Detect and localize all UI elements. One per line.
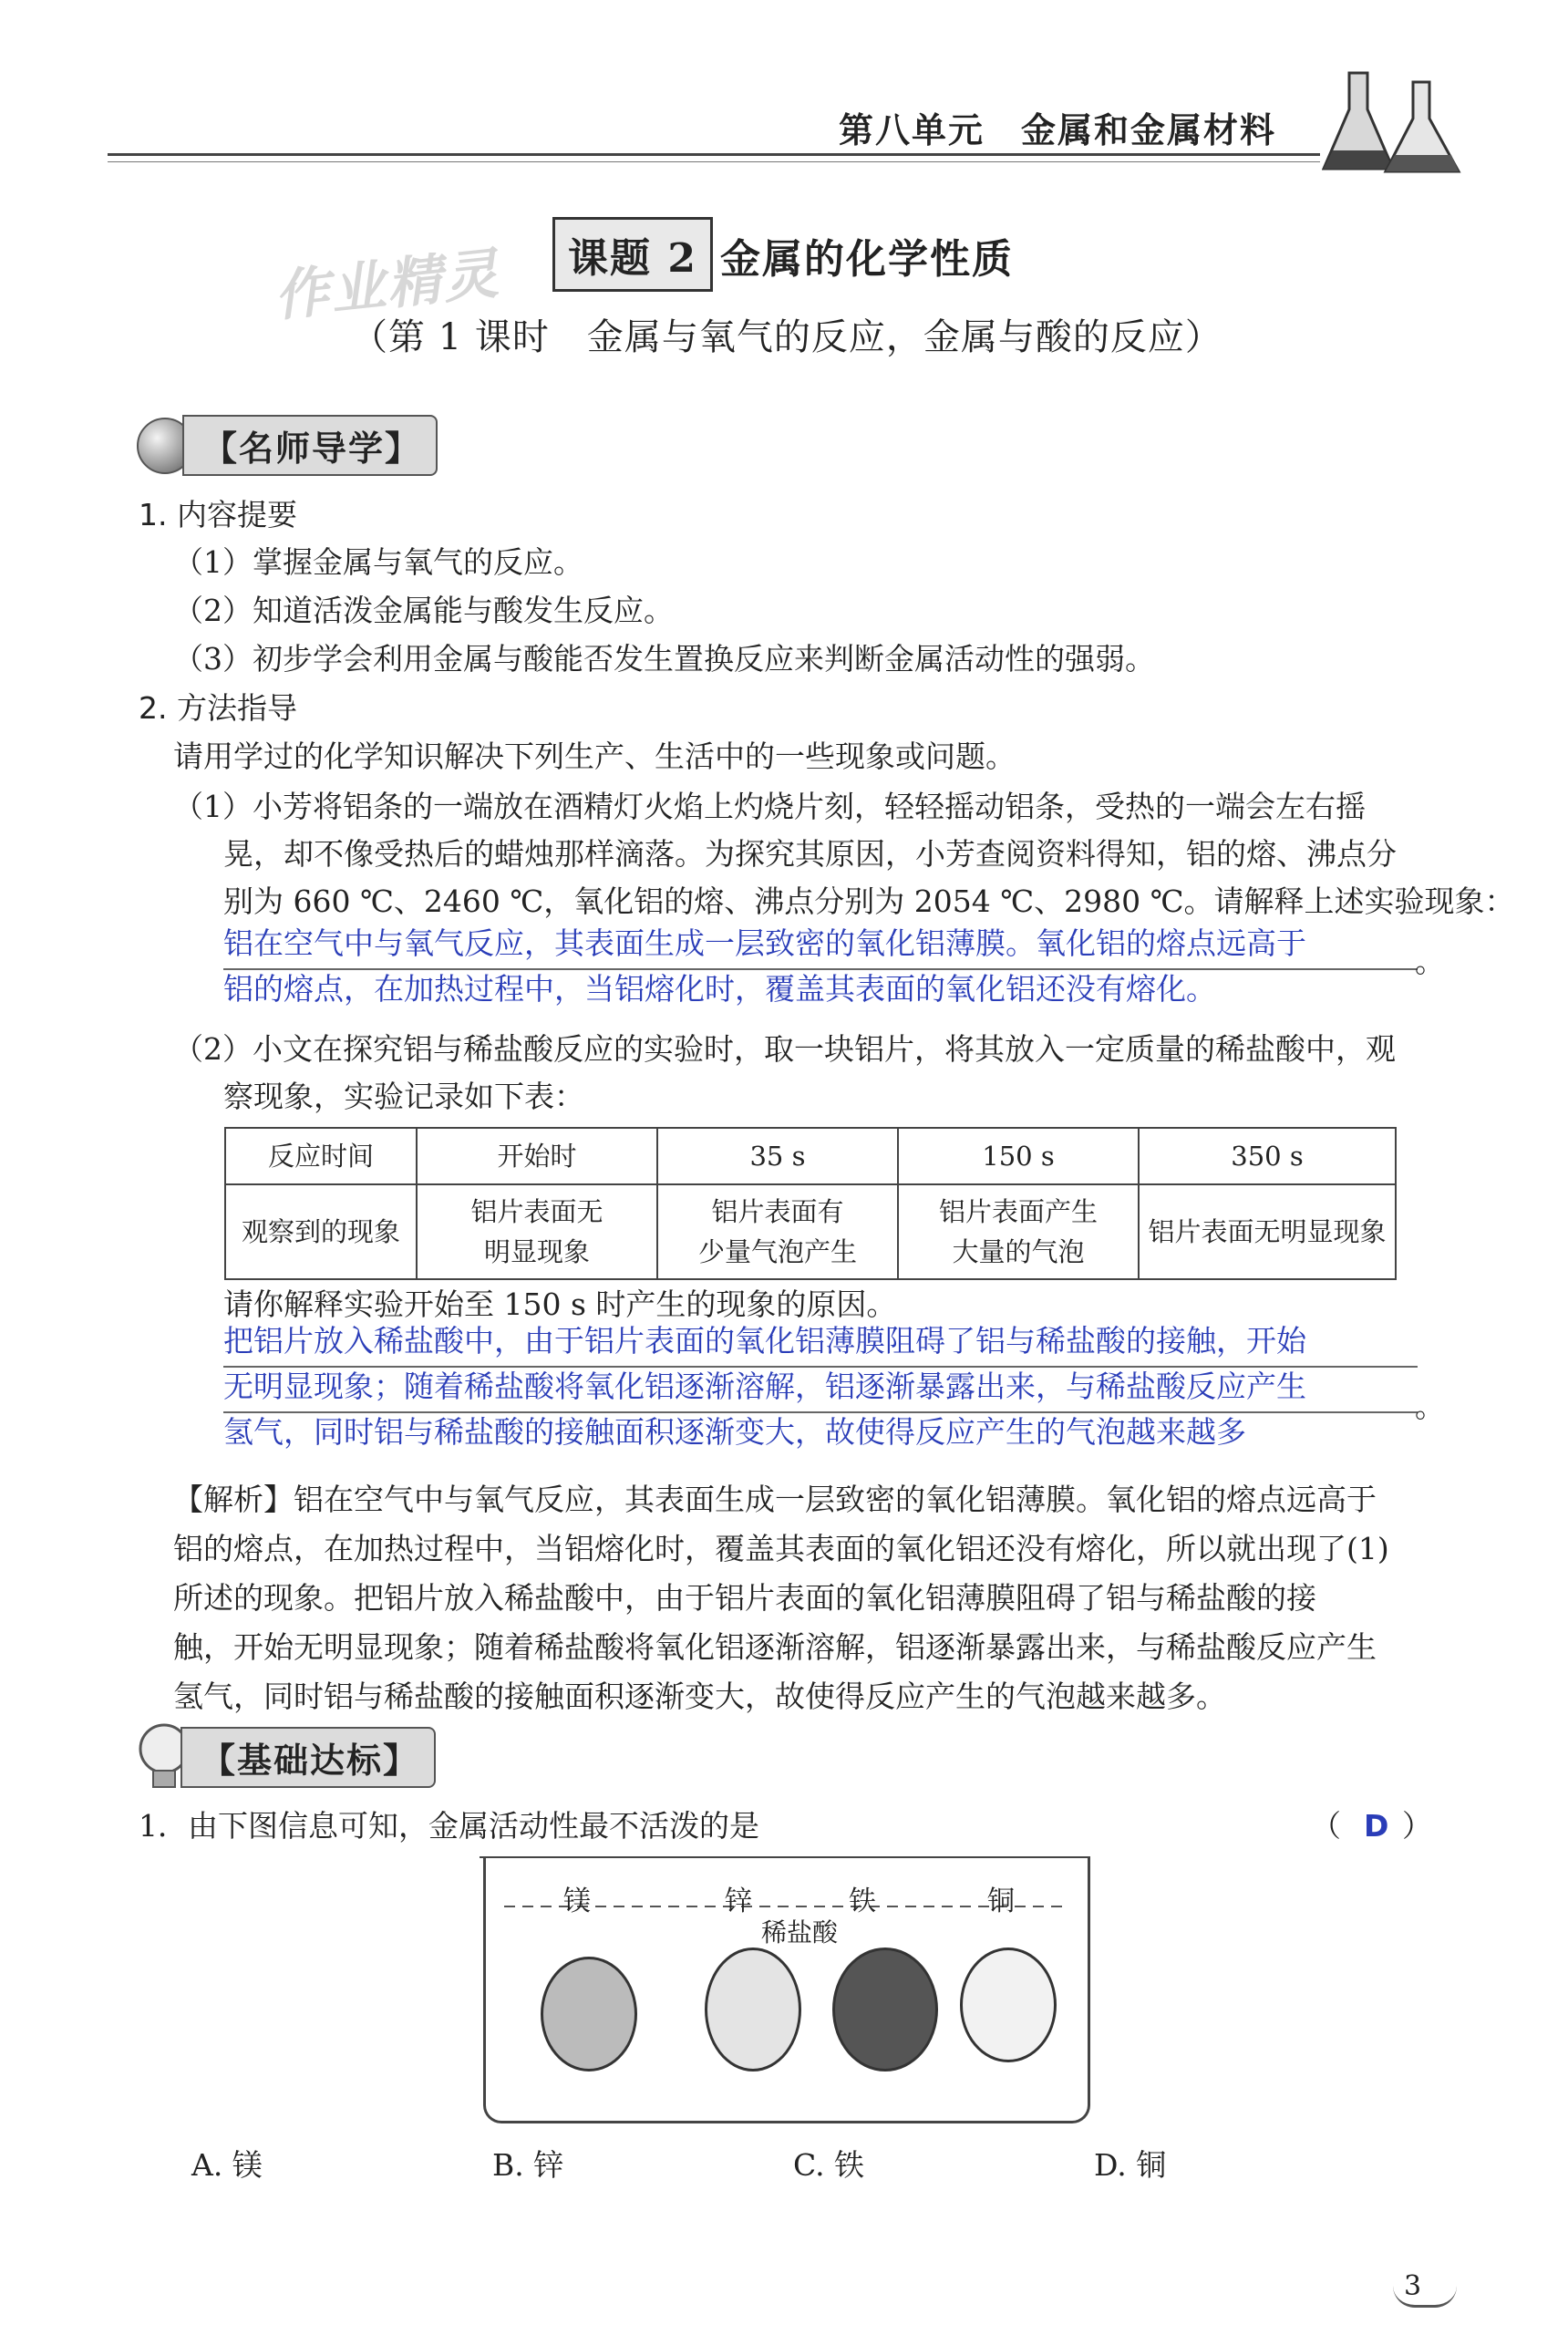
table-cell: 反应时间 bbox=[225, 1128, 417, 1184]
beaker-figure bbox=[483, 1856, 1090, 2123]
q2-line: （2）小文在探究铝与稀盐酸反应的实验时，取一块铝片，将其放入一定质量的稀盐酸中，观 bbox=[173, 1031, 1396, 1067]
unit-title: 第八单元 金属和金属材料 bbox=[839, 109, 1277, 150]
period: 。 bbox=[1415, 1389, 1445, 1424]
header-rule bbox=[108, 153, 1320, 156]
section-title: 【基础达标】 bbox=[181, 1727, 436, 1788]
q1-answer-line: 铝在空气中与氧气反应，其表面生成一层致密的氧化铝薄膜。氧化铝的熔点远高于 bbox=[223, 925, 1306, 961]
q2-prompt: 请你解释实验开始至 150 s 时产生的现象的原因。 bbox=[223, 1286, 897, 1322]
experiment-table bbox=[224, 1127, 1397, 1280]
option-c: C. 铁 bbox=[793, 2147, 865, 2183]
metal-label-iron: 铁 bbox=[849, 1886, 876, 1917]
analysis-line: 铝的熔点，在加热过程中，当铝熔化时，覆盖其表面的氧化铝还没有熔化，所以就出现了(1) bbox=[173, 1531, 1389, 1566]
content-heading: 1. 内容提要 bbox=[139, 497, 297, 532]
content-item: （1）掌握金属与氧气的反应。 bbox=[173, 544, 583, 580]
option-a: A. 镁 bbox=[191, 2147, 263, 2183]
cell-line: 少量气泡产生 bbox=[697, 1236, 857, 1267]
option-b: B. 锌 bbox=[492, 2147, 564, 2183]
zinc-creature bbox=[705, 1948, 801, 2072]
metal-label-copper: 铜 bbox=[987, 1886, 1015, 1917]
topic-label: 课题 2 bbox=[552, 217, 713, 292]
table-cell: 观察到的现象 bbox=[225, 1184, 417, 1279]
analysis-line: 氢气，同时铝与稀盐酸的接触面积逐渐变大，故使得反应产生的气泡越来越多。 bbox=[173, 1679, 1226, 1714]
table-cell bbox=[1139, 1184, 1396, 1279]
table-cell bbox=[657, 1184, 898, 1279]
copper-creature bbox=[960, 1948, 1057, 2062]
table-cell bbox=[417, 1184, 657, 1279]
analysis-line: 触，开始无明显现象；随着稀盐酸将氧化铝逐渐溶解，铝逐渐暴露出来，与稀盐酸反应产生 bbox=[173, 1629, 1377, 1665]
flask-icon bbox=[1322, 64, 1468, 182]
q2-answer-line: 氢气，同时铝与稀盐酸的接触面积逐渐变大，故使得反应产生的气泡越来越多 bbox=[223, 1414, 1246, 1450]
page-number-bracket bbox=[1393, 2267, 1457, 2308]
q1-line: （1）小芳将铝条的一端放在酒精灯火焰上灼烧片刻，轻轻摇动铝条，受热的一端会左右摇 bbox=[173, 789, 1366, 824]
cell-line: 铝片表面产生 bbox=[938, 1196, 1098, 1227]
cell-line: 铝片表面无 bbox=[470, 1196, 603, 1227]
section-title: 【名师导学】 bbox=[182, 415, 438, 476]
method-heading: 2. 方法指导 bbox=[139, 690, 297, 726]
iron-creature bbox=[832, 1948, 938, 2072]
question-1: 1．由下图信息可知，金属活动性最不活泼的是 bbox=[139, 1808, 759, 1844]
magnesium-creature bbox=[541, 1957, 637, 2072]
q2-line: 察现象，实验记录如下表： bbox=[223, 1079, 584, 1114]
method-intro: 请用学过的化学知识解决下列生产、生活中的一些现象或问题。 bbox=[173, 739, 1016, 774]
page-number: 3 bbox=[1404, 2270, 1422, 2302]
table-cell bbox=[898, 1184, 1139, 1279]
content-item: （3）初步学会利用金属与酸能否发生置换反应来判断金属活动性的强弱。 bbox=[173, 641, 1155, 677]
table-cell: 150 s bbox=[898, 1128, 1139, 1184]
cell-line: 铝片表面无明显现象 bbox=[1148, 1216, 1387, 1247]
q2-answer-line: 无明显现象；随着稀盐酸将氧化铝逐渐溶解，铝逐渐暴露出来，与稀盐酸反应产生 bbox=[223, 1369, 1306, 1404]
q1-line: 晃，却不像受热后的蜡烛那样滴落。为探究其原因，小芳查阅资料得知，铝的熔、沸点分 bbox=[223, 836, 1397, 872]
header-rule-thin bbox=[108, 161, 1320, 162]
section-header-guide bbox=[137, 415, 438, 476]
table-cell: 35 s bbox=[657, 1128, 898, 1184]
content-item: （2）知道活泼金属能与酸发生反应。 bbox=[173, 593, 674, 628]
lesson-subtitle: （第 1 课时 金属与氧气的反应，金属与酸的反应） bbox=[351, 316, 1222, 358]
metal-label-zinc: 锌 bbox=[725, 1886, 752, 1917]
cell-line: 大量的气泡 bbox=[952, 1236, 1085, 1267]
cell-line: 明显现象 bbox=[483, 1236, 590, 1267]
answer-paren-open: （ bbox=[1311, 1808, 1341, 1844]
answer-paren-close: ） bbox=[1402, 1808, 1432, 1844]
metal-label-magnesium: 镁 bbox=[563, 1886, 591, 1917]
period: 。 bbox=[1415, 944, 1445, 979]
analysis-line: 所述的现象。把铝片放入稀盐酸中，由于铝片表面的氧化铝薄膜阻碍了铝与稀盐酸的接 bbox=[173, 1580, 1316, 1616]
q1-line: 别为 660 ℃、2460 ℃，氧化铝的熔、沸点分别为 2054 ℃、2980 ℃。请解释上述实验现象： bbox=[223, 883, 1515, 919]
analysis-line: 【解析】铝在空气中与氧气反应，其表面生成一层致密的氧化铝薄膜。氧化铝的熔点远高于 bbox=[173, 1482, 1377, 1517]
option-d: D. 铜 bbox=[1094, 2147, 1167, 2183]
watermark: 作业精灵 bbox=[271, 242, 503, 329]
cell-line: 铝片表面有 bbox=[711, 1196, 844, 1227]
q2-answer-line: 把铝片放入稀盐酸中，由于铝片表面的氧化铝薄膜阻碍了铝与稀盐酸的接触，开始 bbox=[223, 1323, 1306, 1359]
topic-name: 金属的化学性质 bbox=[720, 236, 1014, 283]
q1-answer-line: 铝的熔点，在加热过程中，当铝熔化时，覆盖其表面的氧化铝还没有熔化。 bbox=[223, 971, 1216, 1007]
table-cell: 350 s bbox=[1139, 1128, 1396, 1184]
question-1-answer: D bbox=[1364, 1808, 1389, 1844]
table-cell: 开始时 bbox=[417, 1128, 657, 1184]
acid-label: 稀盐酸 bbox=[761, 1917, 839, 1948]
section-header-basic bbox=[137, 1721, 436, 1793]
